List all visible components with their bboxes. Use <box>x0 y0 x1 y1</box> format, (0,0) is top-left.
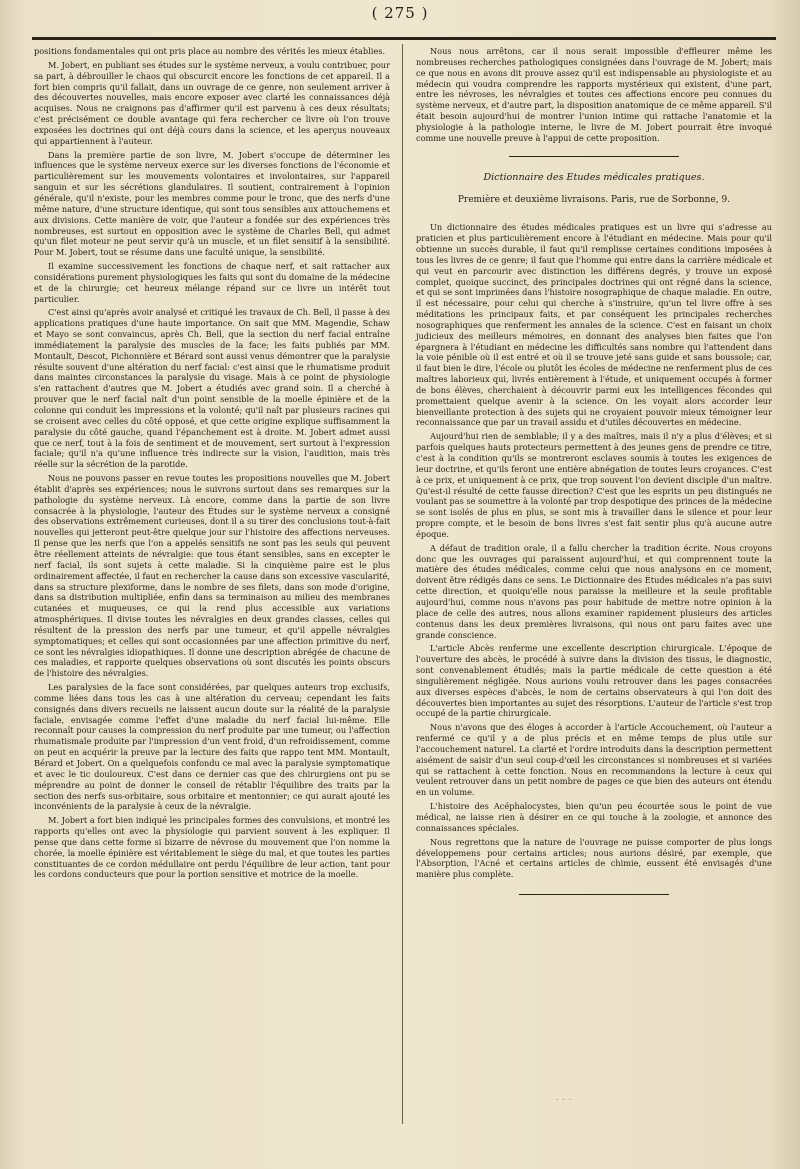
paragraph: L'histoire des Acéphalocystes, bien qu'un peu écourtée sous le point de vue médical, ne laisse rien à désirer en ce qui touche à la zoologie, et annonce des connaissances spéciales. <box>416 801 772 833</box>
paragraph: Nous regrettons que la nature de l'ouvrage ne puisse comporter de plus longs développemens pour certains articles; nous aurions désiré, par exemple, que l'Absorption, l'Acné et certains articles de chimie, eussent été envisagés d'une manière plus complète. <box>416 836 772 880</box>
end-rule <box>519 894 669 895</box>
paragraph: M. Jobert, en publiant ses études sur le système nerveux, a voulu contribuer, pour sa part, à débrouiller le chaos qui obscurcit encore les fonctions de cet appareil. Il a fort bien compris qu'il fallait, dans un ouvrage de ce genre, non seulement arriver à des découvertes nouvelles, mais encore exposer avec clarté les connaissances déjà acquises. Nous ne craignons pas d'affirmer qu'il est parvenu à ces deux résultats; c'est précisément ce double avantage qui fera rechercher ce livre où l'on trouve exposées les doctrines qui ont déjà cours dans la science, et les aperçus nouveaux qui appartiennent à l'auteur. <box>34 59 390 146</box>
paragraph: Nous n'avons que des éloges à accorder à l'article Accouchement, où l'auteur a renfermé ce qu'il y a de plus précis et en même temps de plus utile sur l'accouchement naturel. La clarté et l'ordre introduits dans la description permettent aisément de saisir d'un seul coup-d'œil les circonstances si nombreuses et si variées qui se rattachent à cette fonction. Nous en recommandons la lecture à ceux qui veulent retrouver dans un petit nombre de pages ce que bien des auteurs ont étendu en un volume. <box>416 722 772 798</box>
header-rule <box>32 37 776 40</box>
right-column <box>416 46 772 895</box>
paragraph: Un dictionnaire des études médicales pratiques est un livre qui s'adresse au praticien et plus particulièrement encore à l'étudiant en médecine. Mais pour qu'il obtienne un succès durable, il faut qu'il remplisse certaines conditions imposées à tous les livres de ce genre; il faut que l'homme qui entre dans la carrière médicale et qui veut en parcourir avec distinction les différens degrés, y trouve un exposé complet, quoique succinct, des principales doctrines qui ont régné dans la science, et qui se sont imprimées dans l'histoire nosographique de chaque maladie. En outre, il est nécessaire, pour celui qui cherche à s'instruire, qu'un tel livre offre à ses méditations les principaux faits, et par conséquent les principales recherches nosographiques que renferment les annales de la science. C'est en faisant un choix judicieux des meilleurs mémoires, en donnant des analyses bien faites que l'on épargnera à l'étudiant en médecine les difficultés sans nombre qui l'attendent dans la voie pénible où il est entré et où il se trouve jeté sans guide et sans boussole; car, il faut bien le dire, l'école ou plutôt les écoles de médecine ne renferment plus de ces maîtres laborieux qui, livrés entièrement à l'étude, et uniquement occupés à former de bons élèves, cherchaient à découvrir parmi eux les intelligences fécondes qui promettaient quelque avenir à la science. On les voyait alors accorder leur bienveillante protection à des sujets qui ne croyaient pouvoir mieux témoigner leur reconnaissance que par un travail assidu et d'utiles découvertes en médecine. <box>416 222 772 428</box>
column-divider <box>402 44 403 1124</box>
paragraph: Il examine successivement les fonctions de chaque nerf, et sait rattacher aux considérations purement physiologiques les faits qui sont du domaine de la médecine et de la chirurgie; cet heureux mélange répand sur ce livre un intérêt tout particulier. <box>34 261 390 304</box>
paragraph: Aujourd'hui rien de semblable; il y a des maîtres, mais il n'y a plus d'élèves; et si parfois quelques hauts protecteurs permettent à des jeunes gens de prendre ce titre, c'est à la condition qu'ils se montreront esclaves soumis à toutes les exigences de leur doctrine, et qu'ils feront une entière abnégation de toutes leurs croyances. C'est à ce prix, et uniquement à ce prix, que trop souvent l'on devient disciple d'un maître. Qu'est-il résulté de cette fausse direction? C'est que les esprits un peu distingués ne voulant pas se soumettre à la volonté par trop despotique des princes de la médecine se sont isolés de plus en plus, se sont mis à travailler dans le silence et pour leur propre compte, et le besoin de bons livres s'est fait sentir plus qu'à aucune autre époque. <box>416 431 772 539</box>
paragraph: positions fondamentales qui ont pris place au nombre des vérités les mieux établies. <box>34 46 386 56</box>
paragraph: Les paralysies de la face sont considérées, par quelques auteurs trop exclusifs, comme liées dans tous les cas à une altération du cerveau; cependant les faits consignés dans divers recueils ne laissent aucun doute sur la réalité de la paralysie faciale, envisagée comme l'effet d'une maladie du nerf facial lui-même. Elle reconnaît pour causes la compression du nerf produite par une tumeur, ou l'affection rhumatismale produite par l'impression d'un vent froid, d'un refroidissement, comme on peut en acquérir la preuve par la lecture des faits que rappo tent MM. Montault, Bérard et Jobert. On a quelquefois confondu ce mal avec la paralysie symptomatique et avec le tic douloureux. C'est dans ce dernier cas que des chirurgiens ont pu se méprendre au point de donner le conseil de rétablir l'équilibre des traits par la section des nerfs sus-orbitaire, sous orbitaire et mentonnier; ce qui aurait ajouté les inconvénients de la paralysie à ceux de la névralgie. <box>34 682 390 812</box>
paragraph: Nous ne pouvons passer en revue toutes les propositions nouvelles que M. Jobert établit d'après ses expériences; nous le suivrons surtout dans ses remarques sur la pathologie du système nerveux. Là encore, comme dans la partie de son livre consacrée à la physiologie, l'auteur des Études sur le système nerveux a consigné des observations extrêmement curieuses, dont il a su tirer des conclusions tout-à-fait nouvelles qui jetteront peut-être quelque jour sur l'histoire des affections nerveuses. Il pense que les nerfs que l'on a appelés sensitifs ne sont pas les seuls qui peuvent être réellement atteints de névralgie: que tous étant sensibles, sans en excepter le nerf facial, ils sont sujets à cette maladie. Si la cinquième paire est le plus ordinairement affectée, il faut en rechercher la cause dans son excessive vascularité, dans sa structure plexiforme, dans le nombre de ses filets, dans son mode d'origine, dans sa distribution multipliée, enfin dans sa terminaison au milieu des membranes cutanées et muqueuses, ce qui la rend plus accessible aux variations atmosphériques. Il divise toutes les névralgies en deux grandes classes, celles qui résultent de la pression des nerfs par une tumeur, et qu'il appelle névralgies symptomatiques; et celles qui sont occasionnées par une affection primitive du nerf, ce sont les névralgies idiopathiques. Il donne une description abrégée de chacune de ces maladies, et rapporte quelques observations où sont discutés les points obscurs de l'histoire des névralgies. <box>34 473 390 679</box>
paragraph: Dans la première partie de son livre, M. Jobert s'occupe de déterminer les influences que le système nerveux exerce sur les diverses fonctions de l'économie et particulièrement sur les mouvements volontaires et involontaires, sur l'appareil sanguin et sur les sécrétions glandulaires. Il soutient, contrairement à l'opinion générale, qu'il n'existe, pour les membres comme pour le tronc, que des nerfs d'une même nature, d'une structure identique, qui sont tous sensibles aux attouchemens et aux divisions. Cette manière de voir, que l'auteur a fondée sur des expériences très nombreuses, est surtout en opposition avec le système de Charles Bell, qui admet qu'un filet moteur ne peut servir qu'à un muscle, et un filet sensitif à la sensibilité. Pour M. Jobert, tout se résume dans une faculté unique, la sensibilité. <box>34 149 390 258</box>
paragraph: M. Jobert a fort bien indiqué les principales formes des convulsions, et montré les rapports qu'elles ont avec la physiologie qui parvient souvent à les expliquer. Il pense que dans cette forme si bizarre de névrose du mouvement que l'on nomme la chorée, la moelle épinière est véritablement le siège du mal, et que toutes les parties constituantes de ce cordon médullaire ont perdu l'équilibre de leur action, tant pour les cordons conducteurs que pour la portion sensitive et motrice de la moelle. <box>34 815 390 880</box>
section-subtitle: Première et deuxième livraisons. Paris, rue de Sorbonne, 9. <box>457 195 731 206</box>
section-rule <box>509 156 679 157</box>
paragraph: A défaut de tradition orale, il a fallu chercher la tradition écrite. Nous croyons donc que les ouvrages qui paraissent aujourd'hui, et qui comprennent toute la matière des études médicales, comme celui que nous analysons en ce moment, doivent être rédigés dans ce sens. Le Dictionnaire des Études médicales n'a pas suivi cette direction, et quoiqu'elle nous paraisse la meilleure et la seule profitable aujourd'hui, comme nous n'avons pas pour habitude de mettre notre opinion à la place de celle des autres, nous allons examiner rapidement plusieurs des articles contenus dans les deux premières livraisons, qui nous ont paru faites avec une grande conscience. <box>416 542 772 640</box>
paragraph: Nous nous arrêtons, car il nous serait impossible d'effleurer même les nombreuses recherches pathologiques consignées dans l'ouvrage de M. Jobert; mais ce que nous en avons dit prouve assez qu'il est indispensable au physiologiste et au médecin qui voudra comprendre les rapports mystérieux qui existent, d'une part, entre les névroses, les névralgies et toutes ces affections encore peu connues du système nerveux, et d'autre part, la disposition anatomique de ce même appareil. S'il était besoin aujourd'hui de montrer l'union intime qui rattache l'anatomie et la physiologie à la pathologie interne, le livre de M. Jobert pourrait être invoqué comme une nouvelle preuve à l'appui de cette proposition. <box>416 46 772 143</box>
library-stamp-mark: · · · <box>556 1096 573 1104</box>
section-title: Dictionnaire des Etudes médicales pratiques. <box>483 171 705 183</box>
paragraph: C'est ainsi qu'après avoir analysé et critiqué les travaux de Ch. Bell, il passe à des applications pratiques d'une haute importance. On sait que MM. Magendie, Schaw et Mayo se sont convaincus, après Ch. Bell, que la section du nerf facial entraîne immédiatement la paralysie des muscles de la face; les faits publiés par MM. Montault, Descot, Pichonnière et Bérard sont aussi venus démontrer que la paralysie résulte souvent d'une altération du nerf facial: c'est ainsi que le rhumatisme produit dans maintes circonstances la paralysie du visage. Mais à ce point de physiologie s'en rattachent d'autres que M. Jobert a étudiés avec grand soin. Il a cherché à prouver que le nerf facial naît d'un point sensible de la moelle épinière et de la colonne qui conduit les impressions et la volonté; qu'il naît par plusieurs racines qui se croisent avec celles du côté opposé, et que cette origine explique suffisamment la paralysie du côté gauche, quand l'épanchement est à droite. M. Jobert admet aussi que ce nerf, tout à la fois de sentiment et de mouvement, sert surtout à l'expression faciale; qu'il n'a qu'une influence très indirecte sur la vision, l'audition, mais très réelle sur la sécrétion de la parotide. <box>34 307 391 470</box>
page-number: ( 275 ) <box>371 4 429 22</box>
paragraph: L'article Abcès renferme une excellente description chirurgicale. L'époque de l'ouverture des abcès, le procédé à suivre dans la division des tissus, le diagnostic, sont convenablement étudiés; mais la partie médicale de cette question a été singulièrement négligée. Nous aurions voulu retrouver dans les pages consacrées aux diverses espèces d'abcès, le nom de certains observateurs à qui l'on doit des découvertes bien importantes au sujet des résorptions. L'auteur de l'article s'est trop occupé de la partie chirurgicale. <box>416 643 772 719</box>
left-column <box>34 46 390 883</box>
